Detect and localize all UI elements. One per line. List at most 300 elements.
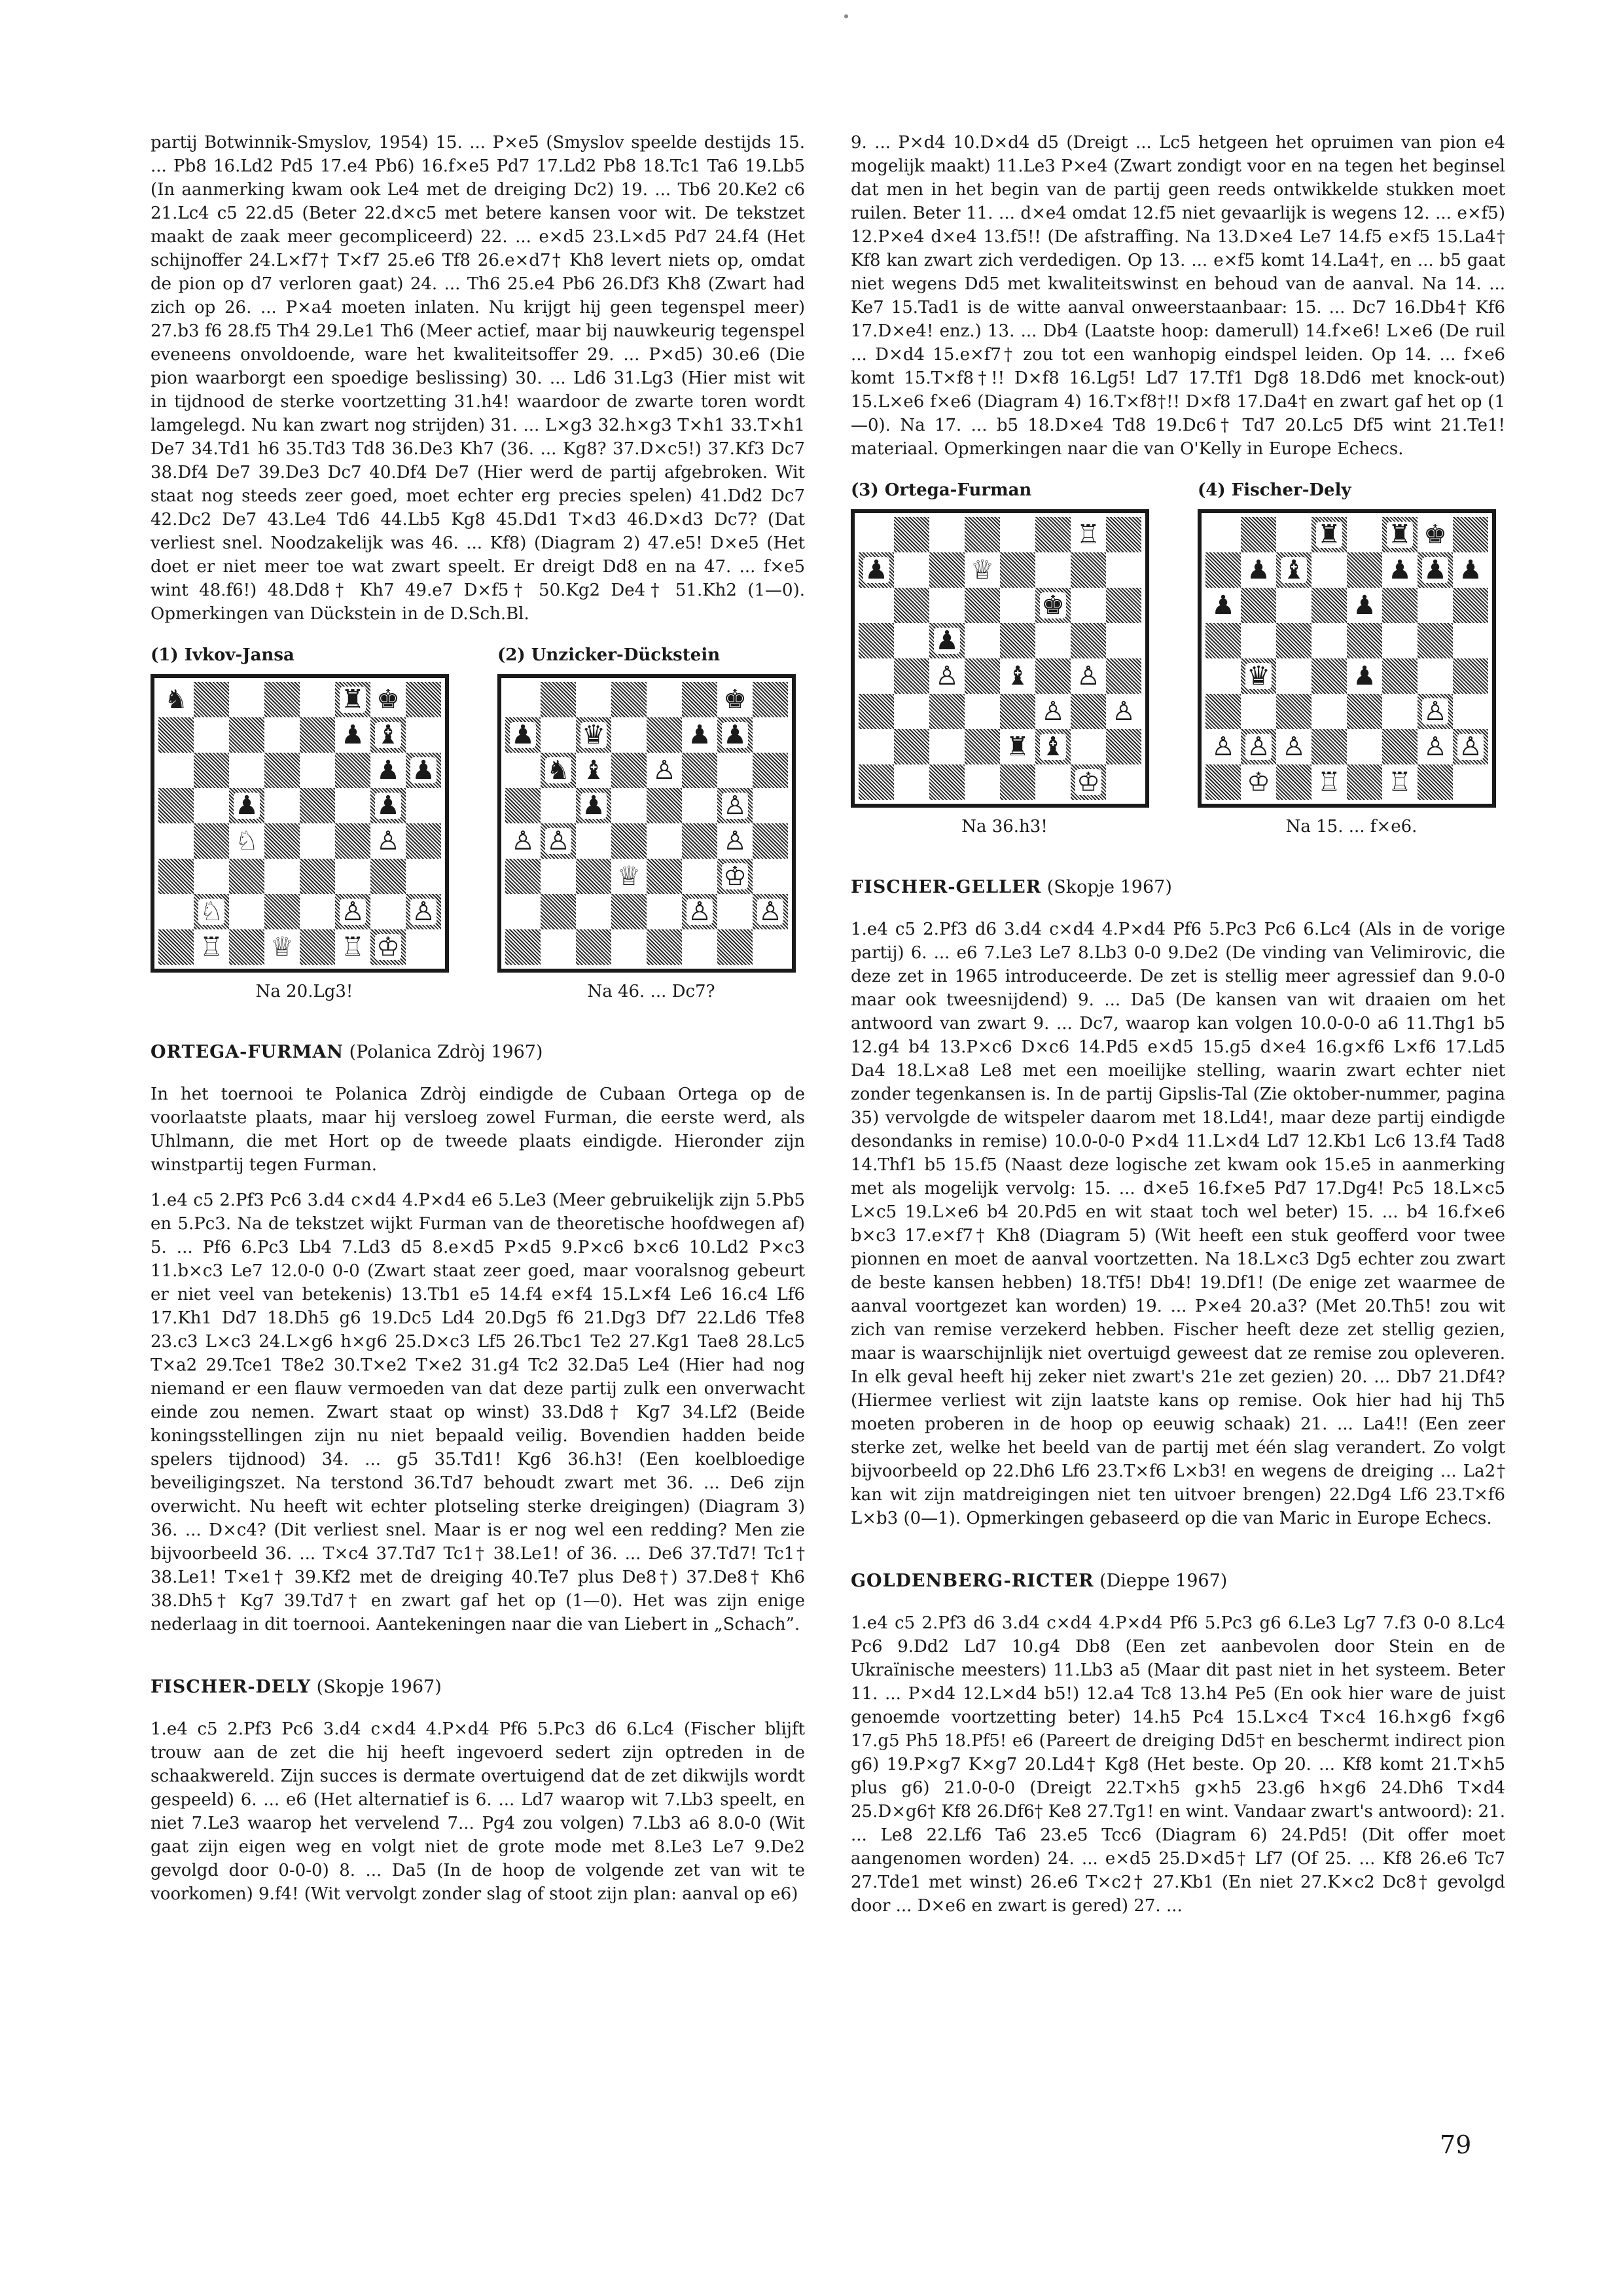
board-square — [965, 552, 1000, 588]
board-square — [406, 717, 441, 753]
chess-piece: ♙ — [1211, 732, 1235, 762]
board-square — [1418, 694, 1453, 729]
board-square — [894, 588, 929, 623]
board-square — [1311, 552, 1347, 588]
board-square — [1205, 517, 1241, 552]
board-square — [1276, 623, 1311, 658]
diagram-2-label: (2) Unzicker-Dückstein — [497, 645, 721, 665]
board-square — [859, 623, 894, 658]
board-square — [1276, 764, 1311, 800]
board-square — [1205, 764, 1241, 800]
board-square — [335, 717, 370, 753]
board-square — [1000, 764, 1035, 800]
diagram-4 — [1198, 480, 1505, 836]
chess-piece: ♛ — [582, 720, 605, 750]
board-square — [1382, 623, 1418, 658]
board-square — [859, 658, 894, 694]
chess-piece: ♙ — [758, 897, 782, 927]
board-square — [1000, 588, 1035, 623]
chess-piece: ♙ — [1423, 732, 1447, 762]
board-square — [1418, 552, 1453, 588]
board-square — [717, 823, 753, 859]
fischer-dely-continuation: 9. ... P×d4 10.D×d4 d5 (Dreigt ... Lc5 hetgeen het opruimen van pion e4 mogelijk maakt) 11.Le3 P×e4 (Zwart zondigt voor en na tegen het beginsel dat men in het begin van de partij geen reeds ontwikkelde stukken moet ruilen. Beter 11. ... d×e4 omdat 12.f5 niet gevaarlijk is wegens 12. ... e×f5) 12.P×e4 d×e4 13.f5!! (De afstraffing. Na 13.D×e4 Le7 14.f5 e×f5 15.La4† Kf8 kan zwart zich verdedigen. Op 13. ... e×f5 komt 14.La4†, en ... b5 gaat niet wegens Dd5 met kwaliteitswinst en behoud van de aanval. Na 14. ... Ke7 15.Tad1 is de witte aanval onweerstaanbaar: 15. ... Dc7 16.Db4† Kf6 17.D×e4! enz.) 13. ... Db4 (Laatste hoop: damerull) 14.f×e6! L×e6 (De ruil ... D×d4 15.e×f7† zou tot een wanhopig eindspel leiden. Op 14. ... f×e6 komt 15.T×f8†!! D×f8 16.Lg5! Ld7 17.Tf1 Dg8 18.Dd6 met knock-out) 15.L×e6 f×e6 (Diagram 4) 16.T×f8†!! D×f8 17.Da4† en zwart gaf het op (1—0). Na 17. ... b5 18.D×e4 Td8 19.Dc6† Td7 20.Lc5 Df5 wint 21.Te1! materiaal. Opmerkingen naar die van O'Kelly in Europe Echecs. — [851, 133, 1505, 459]
board-square — [370, 823, 406, 859]
board-square — [965, 623, 1000, 658]
board-square — [158, 788, 194, 823]
chess-piece: ♙ — [935, 661, 959, 691]
board-grid — [859, 517, 1141, 800]
board-square — [1071, 729, 1106, 764]
board-square — [647, 788, 682, 823]
board-square — [1453, 588, 1488, 623]
diagram-2-caption: Na 46. ... Dc7? — [587, 982, 715, 1001]
chess-piece: ♙ — [1041, 696, 1065, 726]
board-square — [1311, 764, 1347, 800]
diagram-3-label: (3) Ortega-Furman — [851, 480, 1032, 500]
board-square — [505, 823, 541, 859]
board-square — [335, 682, 370, 717]
fischer-geller-moves: 1.e4 c5 2.Pf3 d6 3.d4 c×d4 4.P×d4 Pf6 5.Pc3 Pc6 6.Lc4 (Als in de vorige partij) 6. ... e6 7.Le3 Le7 8.Lb3 0-0 9.De2 (De vinding van Velimirovic, die deze zet in 1965 introduceerde. De zet is stellig meer agressief dan 9.0-0 maar ook tweesnijdend) 9. ... Da5 (De kansen van wit draaien om het antwoord van zwart 9. ... Dc7, waarop kan volgen 10.0-0-0 a6 11.Thg1 b5 12.g4 b4 13.P×c6 D×c6 14.Pd5 e×d5 15.g5 d×e4 16.g×f6 L×f6 17.Ld5 Da4 18.L×a8 Le8 met een moeilijke stelling, waarin zwart echter niet zonder tegenkansen is. In de partij Gipslis-Tal (Zie oktober-nummer, pagina 35) vervolgde de witspeler daarom met 18.Ld4!, maar deze partij eindigde desondanks in remise) 10.0-0-0 P×d4 11.L×d4 Ld7 12.Kb1 Lc6 13.f4 Tad8 14.Thf1 b5 15.f5 (Naast deze logische zet kwam ook 15.e5 in aanmerking met als mogelijk vervolg: 15. ... d×e5 16.f×e5 Pd7 17.Dg4! Pc5 18.L×c5 L×c5 19.L×e6 b4 20.Pd5 en wit staat toch wel beter) 15. ... b4 16.f×e6 b×c3 17.e×f7† Kh8 (Diagram 5) (Wit heeft een stuk geofferd voor twee pionnen en moet de aanval voortzetten. Na 18.L×c3 Dg5 echter zou zwart de beste kansen hebben) 18.Tf5! Db4! 19.Df1! (De enige zet waarmee de aanval voortgezet kan worden) 19. ... P×e4 20.a3? (Met 20.Th5! zou wit zich van remise verzekerd hebben. Fischer heeft deze zet stellig gezien, maar is waarschijnlijk niet overtuigd geweest dat ze remise zou opleveren. In elk geval heeft hij zeker niet zwart's 21e zet gezien) 20. ... Db7 21.Df4? (Hiermee verliest wit zijn laatste kans op remise. Ook hier had hij Th5 moeten proberen in de hoop op eeuwig schaak) 21. ... La4!! (Een zeer sterke zet, welke het beeld van de partij met één slag verandert. Zo volgt bijvoorbeeld op 22.Dh6 Lf6 23.T×f6 L×b3! en wegens de dreiging ... La2† kan wit zijn matdreigingen niet ten uitvoer brengen) 22.Dg4 Lf6 23.T×f6 L×b3 (0—1). Opmerkingen gebaseerd op die van Maric in Europe Echecs. — [851, 920, 1505, 1528]
chess-piece: ♟ — [376, 791, 400, 821]
board-square — [541, 753, 576, 788]
chess-piece: ♟ — [1459, 555, 1482, 585]
board-square — [505, 753, 541, 788]
board-square — [335, 929, 370, 965]
board-square — [1418, 658, 1453, 694]
chess-piece: ♙ — [723, 826, 747, 856]
board-square — [717, 859, 753, 894]
board-square — [1035, 517, 1071, 552]
game-title: FISCHER-DELY — [151, 1677, 312, 1697]
game-title: ORTEGA-FURMAN — [151, 1042, 344, 1062]
board-square — [158, 717, 194, 753]
board-square — [194, 682, 229, 717]
board-square — [647, 859, 682, 894]
board-square — [1418, 517, 1453, 552]
board-square — [717, 682, 753, 717]
board-square — [505, 859, 541, 894]
board-square — [1000, 658, 1035, 694]
board-square — [682, 753, 717, 788]
board-square — [158, 859, 194, 894]
board-square — [717, 753, 753, 788]
chess-piece: ♙ — [546, 826, 570, 856]
board-square — [1453, 623, 1488, 658]
board-square — [194, 717, 229, 753]
board-square — [194, 929, 229, 965]
chess-piece: ♙ — [688, 897, 711, 927]
board-square — [1241, 552, 1276, 588]
board-square — [859, 729, 894, 764]
chess-piece: ♟ — [1211, 590, 1235, 620]
chess-piece: ♚ — [723, 685, 747, 715]
diagram-4-label: (4) Fischer-Dely — [1198, 480, 1351, 500]
chess-piece: ♟ — [865, 555, 888, 585]
right-column — [851, 131, 1505, 1929]
board-square — [229, 682, 264, 717]
board-square — [1000, 694, 1035, 729]
board-square — [1035, 764, 1071, 800]
board-square — [1241, 694, 1276, 729]
chess-piece: ♖ — [1077, 520, 1100, 550]
board-square — [1382, 552, 1418, 588]
board-square — [1382, 517, 1418, 552]
board-grid — [158, 682, 441, 965]
board-square — [229, 788, 264, 823]
board-square — [753, 929, 788, 965]
board-square — [370, 929, 406, 965]
chess-piece: ♟ — [341, 720, 365, 750]
board-square — [370, 859, 406, 894]
board-square — [229, 753, 264, 788]
board-square — [1241, 764, 1276, 800]
board-square — [1106, 694, 1141, 729]
board-square — [1347, 552, 1382, 588]
board-square — [717, 717, 753, 753]
board-square — [753, 859, 788, 894]
board-square — [370, 717, 406, 753]
chess-piece: ♝ — [582, 755, 605, 785]
board-square — [1071, 588, 1106, 623]
board-square — [929, 694, 965, 729]
board-square — [229, 929, 264, 965]
diagram-4-caption: Na 15. ... f×e6. — [1285, 817, 1418, 836]
board-square — [370, 788, 406, 823]
chess-piece: ♛ — [1247, 661, 1270, 691]
game-heading-fischer-geller — [851, 876, 1505, 899]
chess-piece: ♜ — [1006, 732, 1029, 762]
board-square — [1205, 552, 1241, 588]
board-square — [929, 588, 965, 623]
chess-piece: ♙ — [1282, 732, 1306, 762]
board-square — [1071, 623, 1106, 658]
board-square — [1106, 517, 1141, 552]
board-square — [194, 859, 229, 894]
board-square — [505, 894, 541, 929]
board-square — [894, 658, 929, 694]
chess-piece: ♕ — [270, 932, 294, 962]
board-square — [717, 894, 753, 929]
chess-piece: ♟ — [412, 755, 435, 785]
board-square — [611, 682, 647, 717]
chess-board — [1198, 509, 1496, 808]
ortega-game-moves: 1.e4 c5 2.Pf3 Pc6 3.d4 c×d4 4.P×d4 e6 5.Le3 (Meer gebruikelijk zijn 5.Pb5 en 5.Pc3. Na de tekstzet wijkt Furman van de theoretische hoofdwegen af) 5. ... Pf6 6.Pc3 Lb4 7.Ld3 d5 8.e×d5 P×d5 9.P×c6 b×c6 10.Ld2 P×c3 11.b×c3 Le7 12.0-0 0-0 (Zwart staat zeer goed, maar vooralsnog gebeurt er niet veel van betekenis) 13.Tb1 e5 14.f4 e×f4 15.L×f4 Le6 16.c4 Lf6 17.Kh1 Dd7 18.Dh5 g6 19.Dc5 Ld4 20.Dg5 f6 21.Dg3 Df7 22.Ld6 Tfe8 23.c3 L×c3 24.L×g6 h×g6 25.D×c3 Lf5 26.Tbc1 Te2 27.Kg1 Tae8 28.Lc5 T×a2 29.Tce1 T8e2 30.T×e2 T×e2 31.g4 Tc2 32.Da5 Le4 (Hier had nog niemand er een flauw vermoeden van dat deze partij zulk een onverwacht einde zou nemen. Zwart staat op winst) 33.Dd8† Kg7 34.Lf2 (Beide koningsstellingen zijn nu niet bepaald veilig. Bovendien hadden beide spelers tijdnood) 34. ... g5 35.Td1! Kg6 36.h3! (Een koelbloedige beveiligingszet. Na terstond 36.Td7 behoudt zwart met 36. ... De6 zijn overwicht. Nu heeft wit echter plotseling sterke dreigingen) (Diagram 3) 36. ... D×c4? (Dit verliest snel. Maar is er nog wel een redding? Men zie bijvoorbeeld 36. ... T×c4 37.Td7 Tc1† 38.Le1! of 36. ... De6 37.Td7! Tc1† 38.Le1! T×e1† 39.Kf2 met de dreiging 40.Te7 plus De8†) 37.De8† Kh6 38.Dh5† Kg7 39.Td7† en zwart gaf het op (1—0). Het was zijn enige nederlaag in dit toernooi. Aantekeningen naar die van Liebert in „Schach”. — [151, 1191, 805, 1634]
game-event: (Dieppe 1967) — [1099, 1571, 1228, 1591]
board-square — [682, 894, 717, 929]
board-square — [300, 682, 335, 717]
chess-piece: ♟ — [376, 755, 400, 785]
board-square — [717, 788, 753, 823]
board-square — [300, 894, 335, 929]
game-title: GOLDENBERG-RICTER — [851, 1571, 1094, 1591]
chess-piece: ♔ — [376, 932, 400, 962]
chess-piece: ♙ — [1247, 732, 1270, 762]
board-square — [1276, 729, 1311, 764]
board-square — [300, 788, 335, 823]
board-square — [576, 823, 611, 859]
board-square — [264, 823, 300, 859]
board-square — [611, 929, 647, 965]
board-square — [1071, 694, 1106, 729]
board-square — [1035, 694, 1071, 729]
chess-piece: ♚ — [1423, 520, 1447, 550]
board-square — [576, 717, 611, 753]
board-square — [1106, 729, 1141, 764]
board-square — [1106, 658, 1141, 694]
game-heading-ortega-furman — [151, 1041, 805, 1064]
board-square — [1241, 588, 1276, 623]
board-square — [576, 753, 611, 788]
board-square — [1311, 729, 1347, 764]
board-square — [505, 788, 541, 823]
board-square — [370, 753, 406, 788]
board-square — [158, 753, 194, 788]
board-square — [300, 859, 335, 894]
board-square — [264, 929, 300, 965]
board-square — [229, 859, 264, 894]
board-square — [611, 859, 647, 894]
board-square — [1347, 658, 1382, 694]
chess-piece: ♝ — [1041, 732, 1065, 762]
board-square — [1418, 588, 1453, 623]
board-square — [1106, 588, 1141, 623]
board-square — [1000, 729, 1035, 764]
board-square — [406, 682, 441, 717]
chess-piece: ♟ — [582, 791, 605, 821]
board-square — [965, 764, 1000, 800]
board-square — [1276, 694, 1311, 729]
chess-board — [851, 509, 1149, 808]
board-square — [300, 717, 335, 753]
board-square — [1382, 764, 1418, 800]
fischer-dely-moves: 1.e4 c5 2.Pf3 Pc6 3.d4 c×d4 4.P×d4 Pf6 5.Pc3 d6 6.Lc4 (Fischer blijft trouw aan de zet die hij heeft ingevoerd sedert zijn optreden in de schaakwereld. Zijn succes is dermate overtuigend dat de zet dikwijls wordt gespeeld) 6. ... e6 (Het alternatief is 6. ... Ld7 waarop wit 7.Lb3 speelt, en niet 7.Le3 waarop het vervelend 7... Pg4 zou volgen) 7.Lb3 a6 8.0-0 (Wit gaat zijn eigen weg en volgt niet de grote mode met 8.Le3 Le7 9.De2 gevolgd door 0-0-0) 8. ... Da5 (In de hoop de volgende zet van wit te voorkomen) 9.f4! (Wit vervolgt zonder slag of stoot zijn plan: aanval op e6) — [151, 1719, 805, 1904]
board-square — [505, 929, 541, 965]
board-square — [158, 929, 194, 965]
board-square — [576, 929, 611, 965]
board-square — [1418, 729, 1453, 764]
board-square — [1382, 694, 1418, 729]
game-event: (Polanica Zdròj 1967) — [349, 1042, 543, 1062]
board-square — [647, 717, 682, 753]
board-square — [965, 729, 1000, 764]
board-square — [229, 823, 264, 859]
board-square — [611, 823, 647, 859]
board-square — [682, 859, 717, 894]
board-square — [370, 894, 406, 929]
board-square — [1035, 658, 1071, 694]
board-square — [576, 788, 611, 823]
board-square — [406, 788, 441, 823]
game-event: (Skopje 1967) — [1046, 877, 1172, 897]
board-square — [965, 658, 1000, 694]
board-square — [894, 623, 929, 658]
board-square — [1276, 552, 1311, 588]
board-square — [406, 753, 441, 788]
board-square — [894, 729, 929, 764]
chess-piece: ♔ — [723, 861, 747, 891]
diagram-3 — [851, 480, 1158, 836]
game-heading-fischer-dely — [151, 1676, 805, 1699]
board-square — [194, 894, 229, 929]
chess-piece: ♟ — [1423, 555, 1447, 585]
chess-piece: ♟ — [688, 720, 711, 750]
board-square — [406, 929, 441, 965]
board-square — [1241, 729, 1276, 764]
board-square — [1205, 658, 1241, 694]
board-square — [1311, 623, 1347, 658]
chess-piece: ♙ — [412, 897, 435, 927]
board-square — [647, 894, 682, 929]
chess-piece: ♘ — [200, 897, 223, 927]
board-square — [647, 753, 682, 788]
board-square — [576, 894, 611, 929]
board-square — [335, 753, 370, 788]
board-square — [406, 823, 441, 859]
chess-piece: ♝ — [1282, 555, 1306, 585]
board-square — [194, 823, 229, 859]
board-square — [894, 764, 929, 800]
page-speck — [844, 14, 848, 18]
board-square — [1071, 658, 1106, 694]
chess-piece: ♟ — [511, 720, 535, 750]
board-square — [929, 623, 965, 658]
chess-piece: ♔ — [1247, 767, 1270, 797]
board-square — [1000, 623, 1035, 658]
chess-piece: ♔ — [1077, 767, 1100, 797]
chess-piece: ♟ — [1388, 555, 1412, 585]
board-square — [1347, 517, 1382, 552]
board-square — [1106, 764, 1141, 800]
diagram-row-2 — [851, 480, 1505, 836]
board-square — [859, 552, 894, 588]
chess-piece: ♟ — [723, 720, 747, 750]
board-square — [505, 717, 541, 753]
board-square — [335, 788, 370, 823]
chess-piece: ♜ — [1317, 520, 1341, 550]
chess-board — [151, 674, 449, 973]
board-square — [1276, 588, 1311, 623]
board-square — [929, 658, 965, 694]
game-heading-goldenberg-ricter — [851, 1570, 1505, 1593]
board-square — [194, 788, 229, 823]
board-square — [300, 929, 335, 965]
board-square — [1035, 623, 1071, 658]
board-square — [1347, 623, 1382, 658]
board-square — [894, 552, 929, 588]
board-square — [1418, 764, 1453, 800]
board-square — [611, 753, 647, 788]
board-square — [1106, 623, 1141, 658]
chess-piece: ♟ — [235, 791, 259, 821]
board-square — [505, 682, 541, 717]
board-square — [1347, 764, 1382, 800]
board-square — [611, 788, 647, 823]
chess-piece: ♙ — [723, 791, 747, 821]
board-square — [576, 859, 611, 894]
board-square — [1347, 729, 1382, 764]
chess-piece: ♖ — [200, 932, 223, 962]
chess-piece: ♖ — [1317, 767, 1341, 797]
board-square — [158, 682, 194, 717]
board-square — [753, 788, 788, 823]
board-square — [1205, 729, 1241, 764]
board-square — [929, 517, 965, 552]
board-square — [541, 717, 576, 753]
chess-piece: ♙ — [341, 897, 365, 927]
board-square — [1071, 552, 1106, 588]
board-square — [647, 929, 682, 965]
board-square — [541, 823, 576, 859]
chess-piece: ♚ — [376, 685, 400, 715]
chess-piece: ♕ — [971, 555, 994, 585]
chess-piece: ♙ — [1077, 661, 1100, 691]
board-square — [682, 929, 717, 965]
board-square — [894, 694, 929, 729]
diagram-1 — [151, 645, 458, 1001]
botwinnik-smyslov-continuation: partij Botwinnik-Smyslov, 1954) 15. ... P×e5 (Smyslov speelde destijds 15. ... Pb8 16.Ld2 Pd5 17.e4 Pb6) 16.f×e5 Pd7 17.Ld2 Pb8 18.Tc1 Ta6 19.Lb5 (In aanmerking kwam ook Le4 met de dreiging Dc2) 19. ... Tb6 20.Ke2 c6 21.Lc4 c5 22.d5 (Beter 22.d×c5 met betere kansen voor wit. De tekstzet maakt de zaak meer gecompliceerd) 22. ... e×d5 23.L×d5 Pd7 24.f4 (Het schijnoffer 24.L×f7† T×f7 25.e6 Tf8 26.e×d7† Kh8 levert niets op, omdat de pion op d7 verloren gaat) 24. ... Th6 25.e4 Pb6 26.Df3 Kh8 (Zwart had zich op 26. ... P×a4 moeten inlaten. Nu krijgt hij geen tegenspel meer) 27.b3 f6 28.f5 Th4 29.Le1 Th6 (Meer actief, maar bij nauwkeurig tegenspel eveneens onvoldoende, ware het kwaliteitsoffer 29. ... P×d5) 30.e6 (Die pion waarborgt een spoedige beslissing) 30. ... Ld6 31.Lg3 (Hier mist wit in tijdnood de sterke voortzetting 31.h4! waardoor de zwarte toren wordt lamgelegd. Nu kan zwart nog strijden) 31. ... L×g3 32.h×g3 T×h1 33.T×h1 De7 34.Td1 h6 35.Td3 Td8 36.De3 Kh7 (36. ... Kg8? 37.D×c5!) 37.Kf3 Dc7 38.Df4 De7 39.De3 Dc7 40.Df4 De7 (Hier werd de partij afgebroken. Wit staat nog steeds zeer goed, moet echter erg precies spelen) 41.Dd2 Dc7 42.Dc2 De7 43.Le4 Td6 44.Lb5 Kg8 45.Dd1 T×d3 46.D×d3 Dc7? (Dat verliest snel. Noodzakelijk was 46. ... Kf8) (Diagram 2) 47.e5! D×e5 (Het doet er niet meer toe wat zwart speelt. Er dreigt Dd8 en na 47. ... f×e5 wint 48.f6!) 48.Dd8† Kh7 49.e7 D×f5† 50.Kg2 De4† 51.Kh2 (1—0). Opmerkingen van Dückstein in de D.Sch.Bl. — [151, 133, 805, 624]
chess-piece: ♙ — [1459, 732, 1482, 762]
diagram-row-1 — [151, 645, 805, 1001]
board-square — [753, 717, 788, 753]
board-square — [929, 729, 965, 764]
board-square — [1418, 623, 1453, 658]
board-square — [753, 753, 788, 788]
board-square — [158, 894, 194, 929]
board-square — [682, 823, 717, 859]
chess-piece: ♟ — [1247, 555, 1270, 585]
board-square — [682, 717, 717, 753]
diagram-3-caption: Na 36.h3! — [961, 817, 1048, 836]
board-square — [264, 717, 300, 753]
board-square — [1311, 588, 1347, 623]
board-square — [1311, 694, 1347, 729]
board-square — [229, 894, 264, 929]
chess-piece: ♟ — [1353, 661, 1376, 691]
goldenberg-ricter-moves: 1.e4 c5 2.Pf3 d6 3.d4 c×d4 4.P×d4 Pf6 5.Pc3 g6 6.Le3 Lg7 7.f3 0-0 8.Lc4 Pc6 9.Dd2 Ld7 10.g4 Db8 (Een zet aanbevolen door Stein en de Ukraïnische meesters) 11.Lb3 a5 (Maar dit past niet in het systeem. Beter 11. ... P×d4 12.L×d4 b5!) 12.a4 Tc8 13.h4 Pe5 (En ook hier ware de juist genoemde voortzetting beter) 14.h5 Pc4 15.L×c4 T×c4 16.h×g6 f×g6 17.g5 Ph5 18.Pf5! e6 (Pareert de dreiging Dd5† en beschermt indirect pion g6) 19.P×g7 K×g7 20.Ld4† Kg8 (Het beste. Op 20. ... Kf8 komt 21.T×h5 plus g6) 21.0-0-0 (Dreigt 22.T×h5 g×h5 23.g6 h×g6 24.Dh6 T×d4 25.D×g6† Kf8 26.Df6† Ke8 27.Tg1! en wint. Vandaar zwart's antwoord): 21. ... Le8 22.Lf6 Ta6 23.e5 Tcc6 (Diagram 6) 24.Pd5! (Dit offer moet aangenomen worden) 24. ... e×d5 25.D×d5† Lf7 (Of 25. ... Kf8 26.e6 Tc7 27.Tde1 met winst) 26.e6 T×c2† 27.Kb1 (En niet 27.K×c2 Dc8† gevolgd door ... D×e6 en zwart is gered) 27. ... — [851, 1613, 1506, 1916]
ortega-intro: In het toernooi te Polanica Zdròj eindigde de Cubaan Ortega op de voorlaatste plaats, maar hij versloeg zowel Furman, die eerste werd, als Uhlmann, die met Hort op de tweede plaats eindigde. Hieronder zijn winstpartij tegen Furman. — [151, 1085, 805, 1175]
chess-piece: ♖ — [341, 932, 365, 962]
board-square — [1000, 517, 1035, 552]
board-square — [1347, 588, 1382, 623]
board-square — [1106, 552, 1141, 588]
board-square — [370, 682, 406, 717]
board-square — [859, 764, 894, 800]
board-square — [647, 682, 682, 717]
board-square — [1276, 658, 1311, 694]
chess-piece: ♕ — [617, 861, 641, 891]
chess-piece: ♙ — [652, 755, 676, 785]
board-square — [1453, 552, 1488, 588]
chess-piece: ♖ — [1388, 767, 1412, 797]
left-column — [151, 131, 805, 1918]
board-square — [576, 682, 611, 717]
board-grid — [1205, 517, 1488, 800]
board-square — [406, 859, 441, 894]
board-square — [541, 682, 576, 717]
board-square — [965, 588, 1000, 623]
board-square — [1453, 658, 1488, 694]
board-square — [859, 517, 894, 552]
board-square — [1071, 517, 1106, 552]
game-event: (Skopje 1967) — [316, 1677, 442, 1697]
board-square — [1382, 658, 1418, 694]
board-square — [611, 717, 647, 753]
board-square — [264, 753, 300, 788]
board-square — [541, 894, 576, 929]
chess-piece: ♘ — [235, 826, 259, 856]
board-square — [753, 823, 788, 859]
diagram-1-label: (1) Ivkov-Jansa — [151, 645, 294, 665]
